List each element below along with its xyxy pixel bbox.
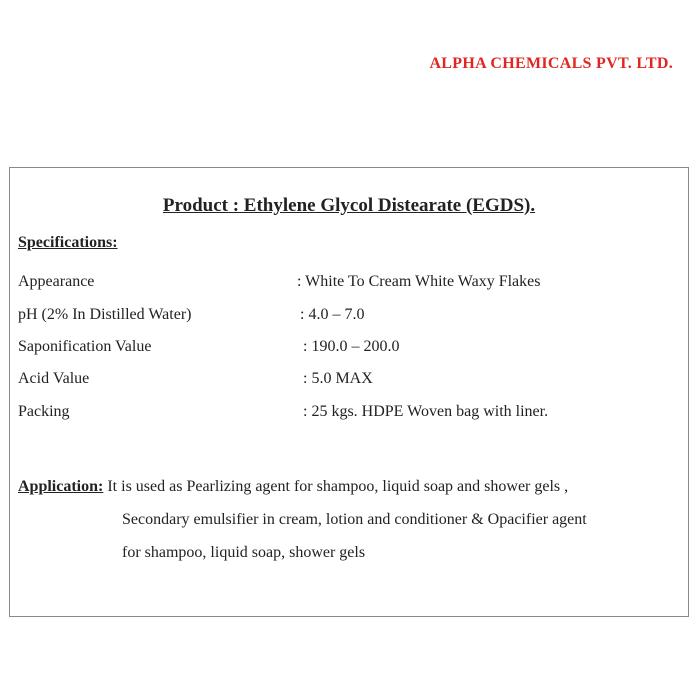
spec-row-acid-value (18, 370, 678, 392)
spec-row-saponification-value (18, 338, 678, 360)
application-label: Application: (18, 478, 104, 495)
product-title: Product : Ethylene Glycol Distearate (EGDS). (162, 195, 536, 216)
spec-value: : White To Cream White Waxy Flakes (297, 273, 541, 290)
application-line-2: Secondary emulsifier in cream, lotion and conditioner & Opacifier agent (122, 511, 587, 528)
spec-label: Saponification Value (18, 338, 152, 355)
spec-label: pH (2% In Distilled Water) (18, 306, 192, 323)
application-line-3: for shampoo, liquid soap, shower gels (122, 544, 366, 561)
spec-row-appearance (18, 273, 678, 295)
application-text: It is used as Pearlizing agent for shampoo, liquid soap and shower gels , (103, 478, 569, 495)
application-line-1 (18, 470, 683, 503)
company-name: ALPHA CHEMICALS PVT. LTD. (429, 55, 673, 72)
specifications-heading: Specifications: (18, 234, 118, 251)
application-section (18, 470, 683, 569)
spec-label: Appearance (18, 273, 95, 290)
spec-value: : 5.0 MAX (303, 370, 373, 387)
specification-sheet (9, 167, 689, 617)
spec-label: Packing (18, 403, 70, 420)
spec-row-packing (18, 403, 678, 425)
spec-value: : 25 kgs. HDPE Woven bag with liner. (303, 403, 549, 420)
spec-value: : 190.0 – 200.0 (303, 338, 400, 355)
spec-row-ph (18, 306, 678, 328)
spec-label: Acid Value (18, 370, 90, 387)
spec-value: : 4.0 – 7.0 (300, 306, 365, 323)
